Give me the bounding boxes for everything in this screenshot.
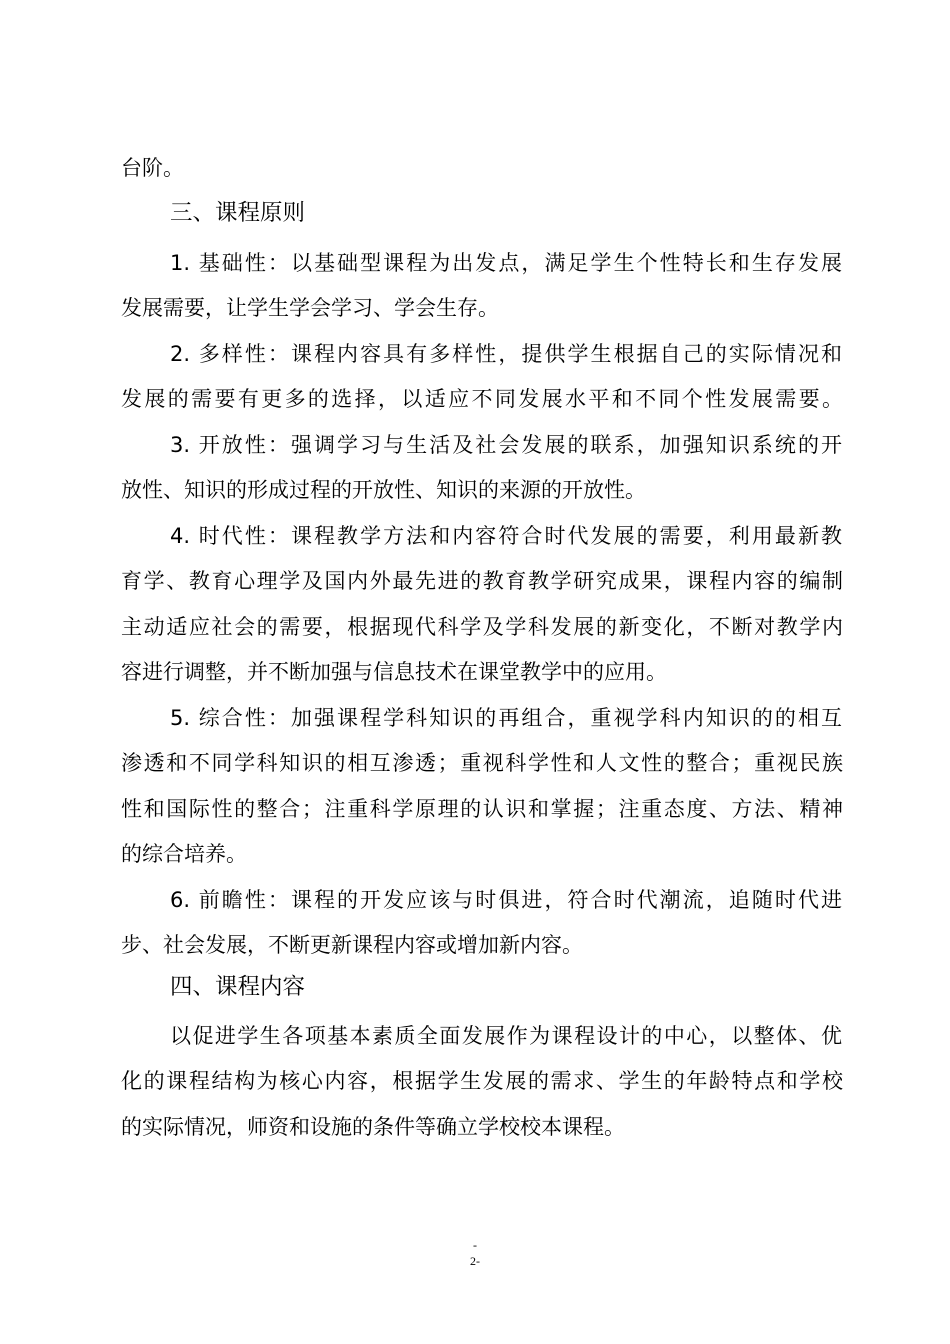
paragraph-line: 4. 时代性：课程教学方法和内容符合时代发展的需要，利用最新教 [170,524,842,548]
paragraph-line: 的综合培养。 [121,842,247,866]
paragraph-line: 化的课程结构为核心内容，根据学生发展的需求、学生的年龄特点和学校 [121,1069,843,1093]
paragraph-line: 步、社会发展，不断更新课程内容或增加新内容。 [121,933,583,957]
paragraph-line: 主动适应社会的需要，根据现代科学及学科发展的新变化，不断对教学内 [121,615,843,639]
paragraph-line: 以促进学生各项基本素质全面发展作为课程设计的中心，以整体、优 [170,1024,842,1048]
paragraph-line: 容进行调整，并不断加强与信息技术在课堂教学中的应用。 [121,660,667,684]
paragraph-line: 渗透和不同学科知识的相互渗透；重视科学性和人文性的整合；重视民族 [121,751,843,775]
paragraph-line: 1. 基础性：以基础型课程为出发点，满足学生个性特长和生存发展 [170,251,842,275]
paragraph-line: 台阶。 [121,156,184,180]
paragraph-line: 6. 前瞻性：课程的开发应该与时俱进，符合时代潮流，追随时代进 [170,888,842,912]
paragraph-line: 5. 综合性：加强课程学科知识的再组合，重视学科内知识的的相互 [170,706,842,730]
section-heading-principles: 三、课程原则 [170,200,306,226]
paragraph-line: 3. 开放性：强调学习与生活及社会发展的联系，加强知识系统的开 [170,433,842,457]
section-heading-content: 四、课程内容 [170,974,306,1000]
paragraph-line: 2. 多样性：课程内容具有多样性，提供学生根据自己的实际情况和 [170,342,842,366]
footer-dash: - [473,1238,477,1252]
paragraph-line: 发展的需要有更多的选择，以适应不同发展水平和不同个性发展需要。 [121,387,843,411]
paragraph-line: 发展需要，让学生学会学习、学会生存。 [121,296,499,320]
paragraph-line: 育学、教育心理学及国内外最先进的教育教学研究成果，课程内容的编制 [121,569,843,593]
paragraph-line: 性和国际性的整合；注重科学原理的认识和掌握；注重态度、方法、精神 [121,797,843,821]
paragraph-line: 放性、知识的形成过程的开放性、知识的来源的开放性。 [121,478,646,502]
page-number: 2- [470,1254,480,1268]
paragraph-line: 的实际情况，师资和设施的条件等确立学校校本课程。 [121,1115,625,1139]
